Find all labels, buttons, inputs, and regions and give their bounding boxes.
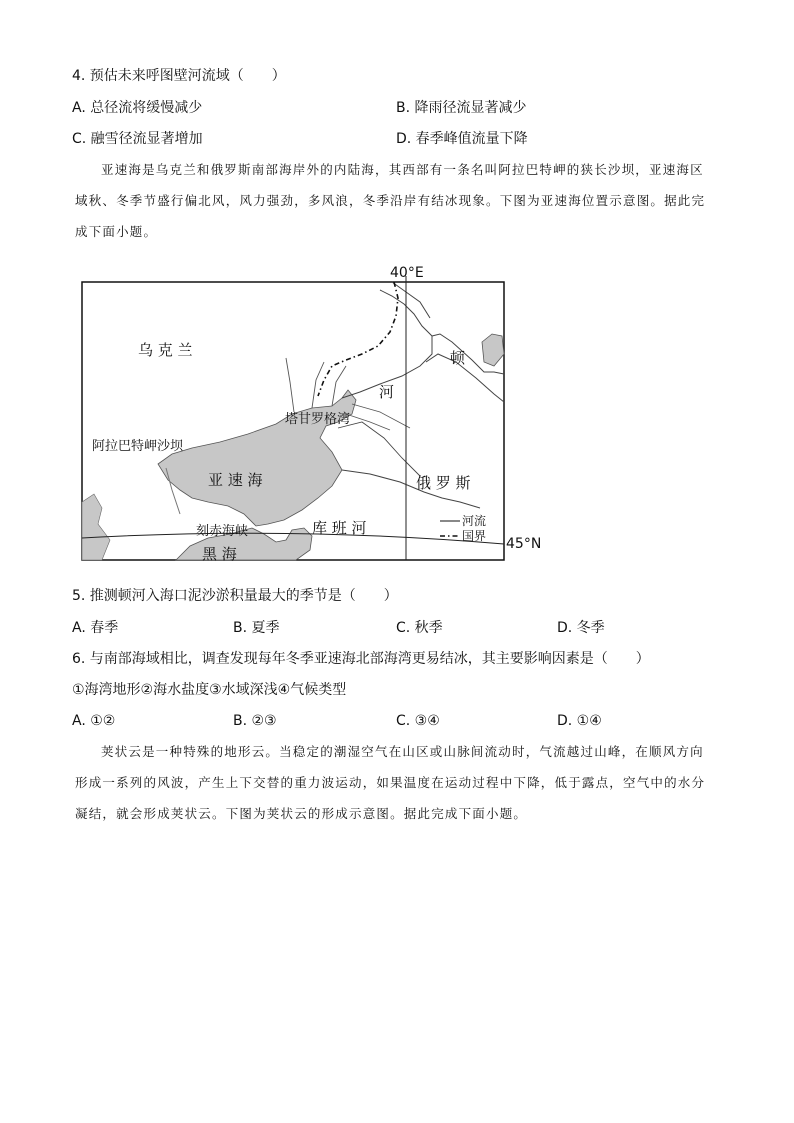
- q4-option-a[interactable]: A. 总径流将缓慢减少: [72, 100, 203, 116]
- lon-label: 40°E: [390, 265, 424, 281]
- label-don: 顿: [450, 349, 466, 367]
- passage2-line1: 荚状云是一种特殊的地形云。当稳定的潮湿空气在山区或山脉间流动时，气流越过山峰，在顺风方向: [101, 744, 704, 759]
- q4-option-c[interactable]: C. 融雪径流显著增加: [72, 131, 203, 147]
- q4-stem: 4. 预估未来呼图壁河流域（ ）: [72, 68, 286, 84]
- azov-sea-map: [80, 262, 550, 567]
- q5-option-a[interactable]: A. 春季: [72, 620, 119, 636]
- passage1-line2: 域秋、冬季节盛行偏北风，风力强劲，多风浪，冬季沿岸有结冰现象。下图为亚速海位置示意图。据此完: [75, 193, 706, 208]
- q5-option-c[interactable]: C. 秋季: [396, 620, 443, 636]
- q6-option-d[interactable]: D. ①④: [557, 713, 602, 729]
- label-russia: 俄 罗 斯: [416, 474, 471, 492]
- label-ukraine: 乌 克 兰: [138, 341, 193, 359]
- q4-option-b[interactable]: B. 降雨径流显著减少: [396, 100, 527, 116]
- q5-option-b[interactable]: B. 夏季: [233, 620, 280, 636]
- q4-option-d[interactable]: D. 春季峰值流量下降: [396, 131, 528, 147]
- q6-option-b[interactable]: B. ②③: [233, 713, 277, 729]
- label-azov-sea: 亚 速 海: [208, 471, 263, 489]
- legend-border-label: 国界: [462, 529, 487, 543]
- q5-stem: 5. 推测顿河入海口泥沙淤积量最大的季节是（ ）: [72, 588, 398, 604]
- q6-option-a[interactable]: A. ①②: [72, 713, 116, 729]
- label-kerch-strait: 刻赤海峡: [196, 524, 249, 539]
- lat-label: 45°N: [506, 536, 542, 552]
- passage1-line1: 亚速海是乌克兰和俄罗斯南部海岸外的内陆海，其西部有一条名叫阿拉巴特岬的狭长沙坝，亚速海区: [101, 162, 704, 177]
- passage2-line3: 凝结，就会形成荚状云。下图为荚状云的形成示意图。据此完成下面小题。: [75, 806, 528, 821]
- q5-option-d[interactable]: D. 冬季: [557, 620, 605, 636]
- q6-items: ①海湾地形②海水盐度③水域深浅④气候类型: [72, 682, 347, 698]
- q6-stem: 6. 与南部海域相比，调查发现每年冬季亚速海北部海湾更易结冰，其主要影响因素是（ ）: [72, 651, 650, 667]
- passage2-line2: 形成一系列的风波，产生上下交替的重力波运动，如果温度在运动过程中下降，低于露点，空气中的水分: [75, 775, 706, 790]
- passage1-line3: 成下面小题。: [75, 224, 158, 239]
- label-taganrog-bay: 塔甘罗格湾: [285, 412, 351, 427]
- legend-river-label: 河流: [462, 514, 487, 528]
- q6-option-c[interactable]: C. ③④: [396, 713, 440, 729]
- label-he: 河: [379, 383, 395, 401]
- label-arabat-spit: 阿拉巴特岬沙坝: [92, 439, 184, 454]
- label-kuban-river: 库 班 河: [312, 519, 367, 537]
- label-black-sea: 黑 海: [202, 545, 237, 563]
